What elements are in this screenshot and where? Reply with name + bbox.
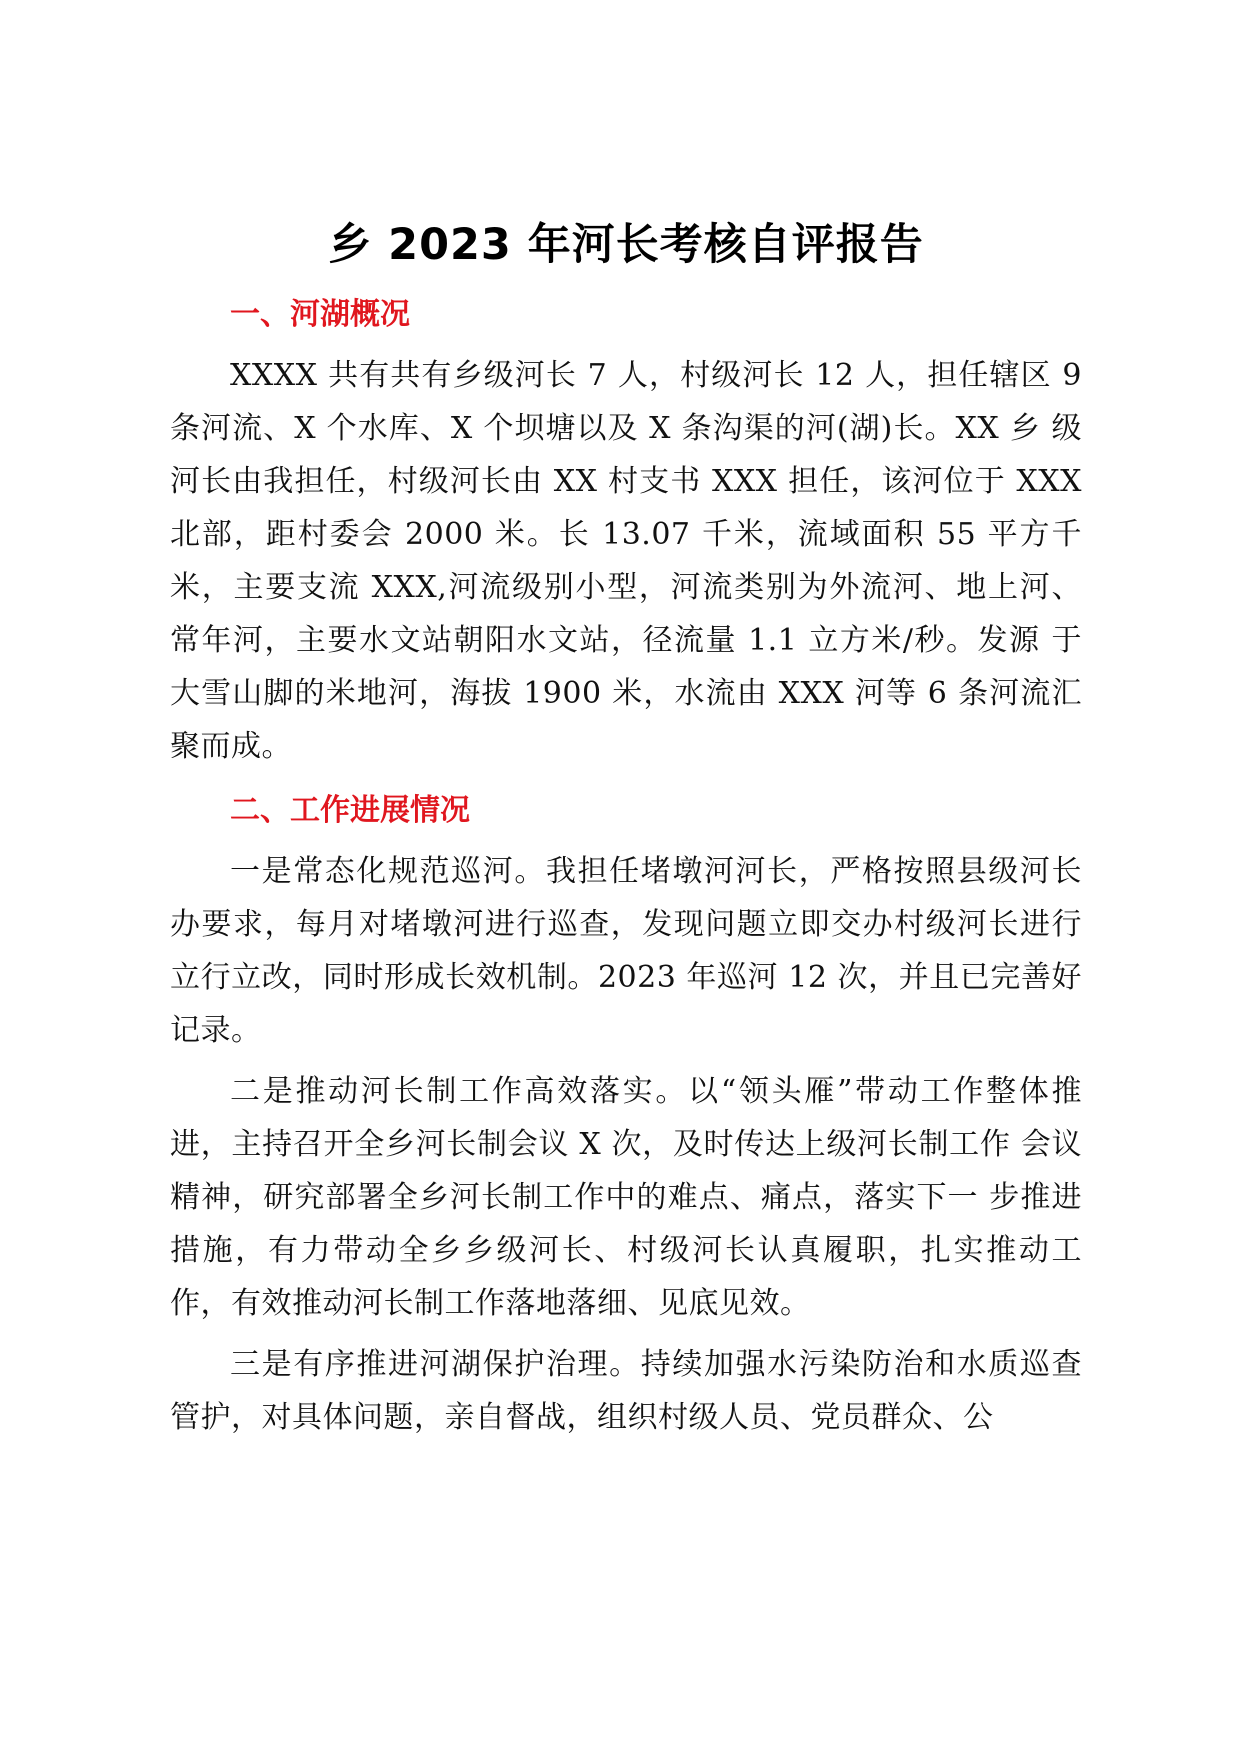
- section-heading-overview: 一、河湖概况: [230, 297, 410, 332]
- progress-paragraph-3: 三是有序推进河湖保护治理。持续加强水污染防治和水质巡查管护，对具体问题，亲自督战，组织村级人员、党员群众、公: [170, 1347, 1082, 1435]
- document-title: 乡 2023 年河长考核自评报告: [328, 220, 924, 270]
- overview-paragraph: XXXX 共有共有乡级河长 7 人，村级河长 12 人，担任辖区 9 条河流、X 个水库、X 个坝塘以及 X 条沟渠的河(湖)长。XX 乡 级河长由我担任，村级河长由 XX 村支书 XXX 担任，该河位于 XXX 北部，距村委会 2000 米。长 13.07 千米，流域面积 55 平方千 米，主要支流 XXX,河流级别小型，河流类别为外流河、地上河、 常年河，主要水文站朝阳水文站，径流量 1.1 立方米/秒。发源 于大雪山脚的米地河，海拔 1900 米，水流由 XXX 河等 6 条河流汇聚而成。: [170, 358, 1082, 764]
- progress-paragraph-1: 一是常态化规范巡河。我担任堵墩河河长，严格按照县级河长办要求，每月对堵墩河进行巡查，发现问题立即交办村级河长进行立行立改，同时形成长效机制。2023 年巡河 12 次，并且已完善好记录。: [170, 854, 1082, 1048]
- progress-paragraph-2: 二是推动河长制工作高效落实。以“领头雁”带动工作整体推进，主持召开全乡河长制会议 X 次，及时传达上级河长制工作 会议精神，研究部署全乡河长制工作中的难点、痛点，落实下一 步推进措施，有力带动全乡乡级河长、村级河长认真履职，扎实推动工作，有效推动河长制工作落地落细、见底见效。: [170, 1074, 1082, 1321]
- section-heading-progress: 二、工作进展情况: [230, 793, 470, 828]
- document-body: [170, 215, 1082, 1444]
